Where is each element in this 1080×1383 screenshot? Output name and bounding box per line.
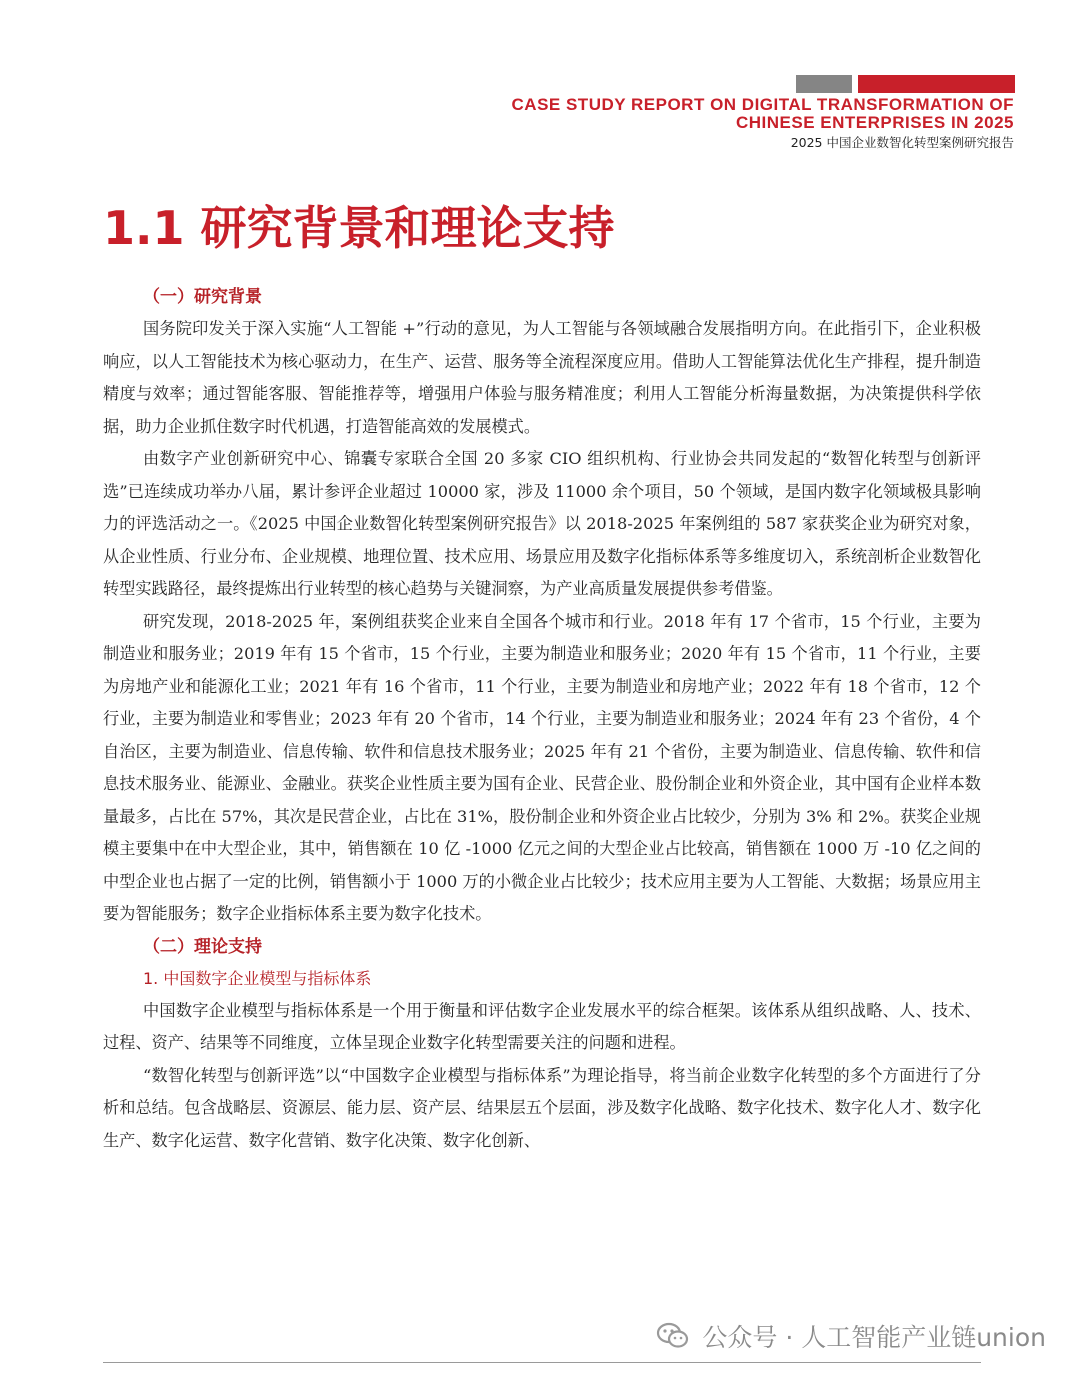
section-title: 1.1 研究背景和理论支持 xyxy=(103,201,615,255)
paragraph: 由数字产业创新研究中心、锦囊专家联合全国 20 多家 CIO 组织机构、行业协会共同发起的“数智化转型与创新评选”已连续成功举办八届，累计参评企业超过 10000 家，涉及 11000 余个项目，50 个领域，是国内数字化领域极具影响力的评选活动之一。《2025 中国企业数智化转型案例研究报告》以 2018-2025 年案例组的 587 家获奖企业为研究对象，从企业性质、行业分布、企业规模、地理位置、技术应用、场景应用及数字化指标体系等多维度切入，系统剖析企业数智化转型实践路径，最终提炼出行业转型的核心趋势与关键洞察，为产业高质量发展提供参考借鉴。 xyxy=(103,449,981,598)
subheading-model-index: 1. 中国数字企业模型与指标体系 xyxy=(143,968,372,988)
paragraph: 研究发现，2018-2025 年，案例组获奖企业来自全国各个城市和行业。2018 年有 17 个省市，15 个行业，主要为制造业和服务业；2019 年有 15 个省市，15 个行业，主要为制造业和服务业；2020 年有 15 个省市，11 个行业，主要为房地产业和能源化工业；2021 年有 16 个省市，11 个行业，主要为制造业和房地产业；2022 年有 18 个省市，12 个行业，主要为制造业和零售业；2023 年有 20 个省市，14 个行业，主要为制造业和服务业；2024 年有 23 个省份，4 个自治区，主要为制造业、信息传输、软件和信息技术服务业；2025 年有 21 个省份，主要为制造业、信息传输、软件和信息技术服务业、能源业、金融业。获奖企业性质主要为国有企业、民营企业、股份制企业和外资企业，其中国有企业样本数量最多，占比在 57%，其次是民营企业，占比在 31%，股份制企业和外资企业占比较少，分别为 3% 和 2%。获奖企业规模主要集中在中大型企业，其中，销售额在 10 亿 -1000 亿元之间的大型企业占比较高，销售额在 1000 万 -10 亿之间的中型企业也占据了一定的比例，销售额小于 1000 万的小微企业占比较少；技术应用主要为人工智能、大数据；场景应用主要为智能服务；数字企业指标体系主要为数字化技术。 xyxy=(103,611,981,923)
paragraph: 中国数字企业模型与指标体系是一个用于衡量和评估数字企业发展水平的综合框架。该体系从组织战略、人、技术、过程、资产、结果等不同维度，立体呈现企业数字化转型需要关注的问题和进程。 xyxy=(103,1000,981,1052)
report-title-en xyxy=(454,96,1014,132)
report-title-en-line1: CASE STUDY REPORT ON DIGITAL TRANSFORMATION OF xyxy=(511,95,1014,114)
paragraph: “数智化转型与创新评选”以“中国数字企业模型与指标体系”为理论指导，将当前企业数字化转型的多个方面进行了分析和总结。包含战略层、资源层、能力层、资产层、结果层五个层面，涉及数字化战略、数字化技术、数字化人才、数字化生产、数字化运营、数字化营销、数字化决策、数字化创新、 xyxy=(103,1065,981,1150)
watermark xyxy=(656,1318,1046,1354)
article-body xyxy=(103,281,981,1157)
report-title-en-line2: CHINESE ENTERPRISES IN 2025 xyxy=(735,113,1014,132)
bottom-divider xyxy=(103,1362,981,1363)
subheading-theory-support: （二）理论支持 xyxy=(143,936,262,957)
paragraph: 国务院印发关于深入实施“人工智能 +”行动的意见，为人工智能与各领域融合发展指明方向。在此指引下，企业积极响应，以人工智能技术为核心驱动力，在生产、运营、服务等全流程深度应用。借助人工智能算法优化生产排程，提升制造精度与效率；通过智能客服、智能推荐等，增强用户体验与服务精准度；利用人工智能分析海量数据，为决策提供科学依据，助力企业抓住数字时代机遇，打造智能高效的发展模式。 xyxy=(103,319,981,436)
report-title-cn: 2025 中国企业数智化转型案例研究报告 xyxy=(790,135,1014,150)
wechat-icon xyxy=(656,1319,690,1353)
watermark-text: 公众号 · 人工智能产业链union xyxy=(702,1323,1046,1352)
header-red-bar xyxy=(858,75,1015,93)
subheading-research-background: （一）研究背景 xyxy=(143,287,262,307)
header-gray-bar xyxy=(796,75,852,93)
